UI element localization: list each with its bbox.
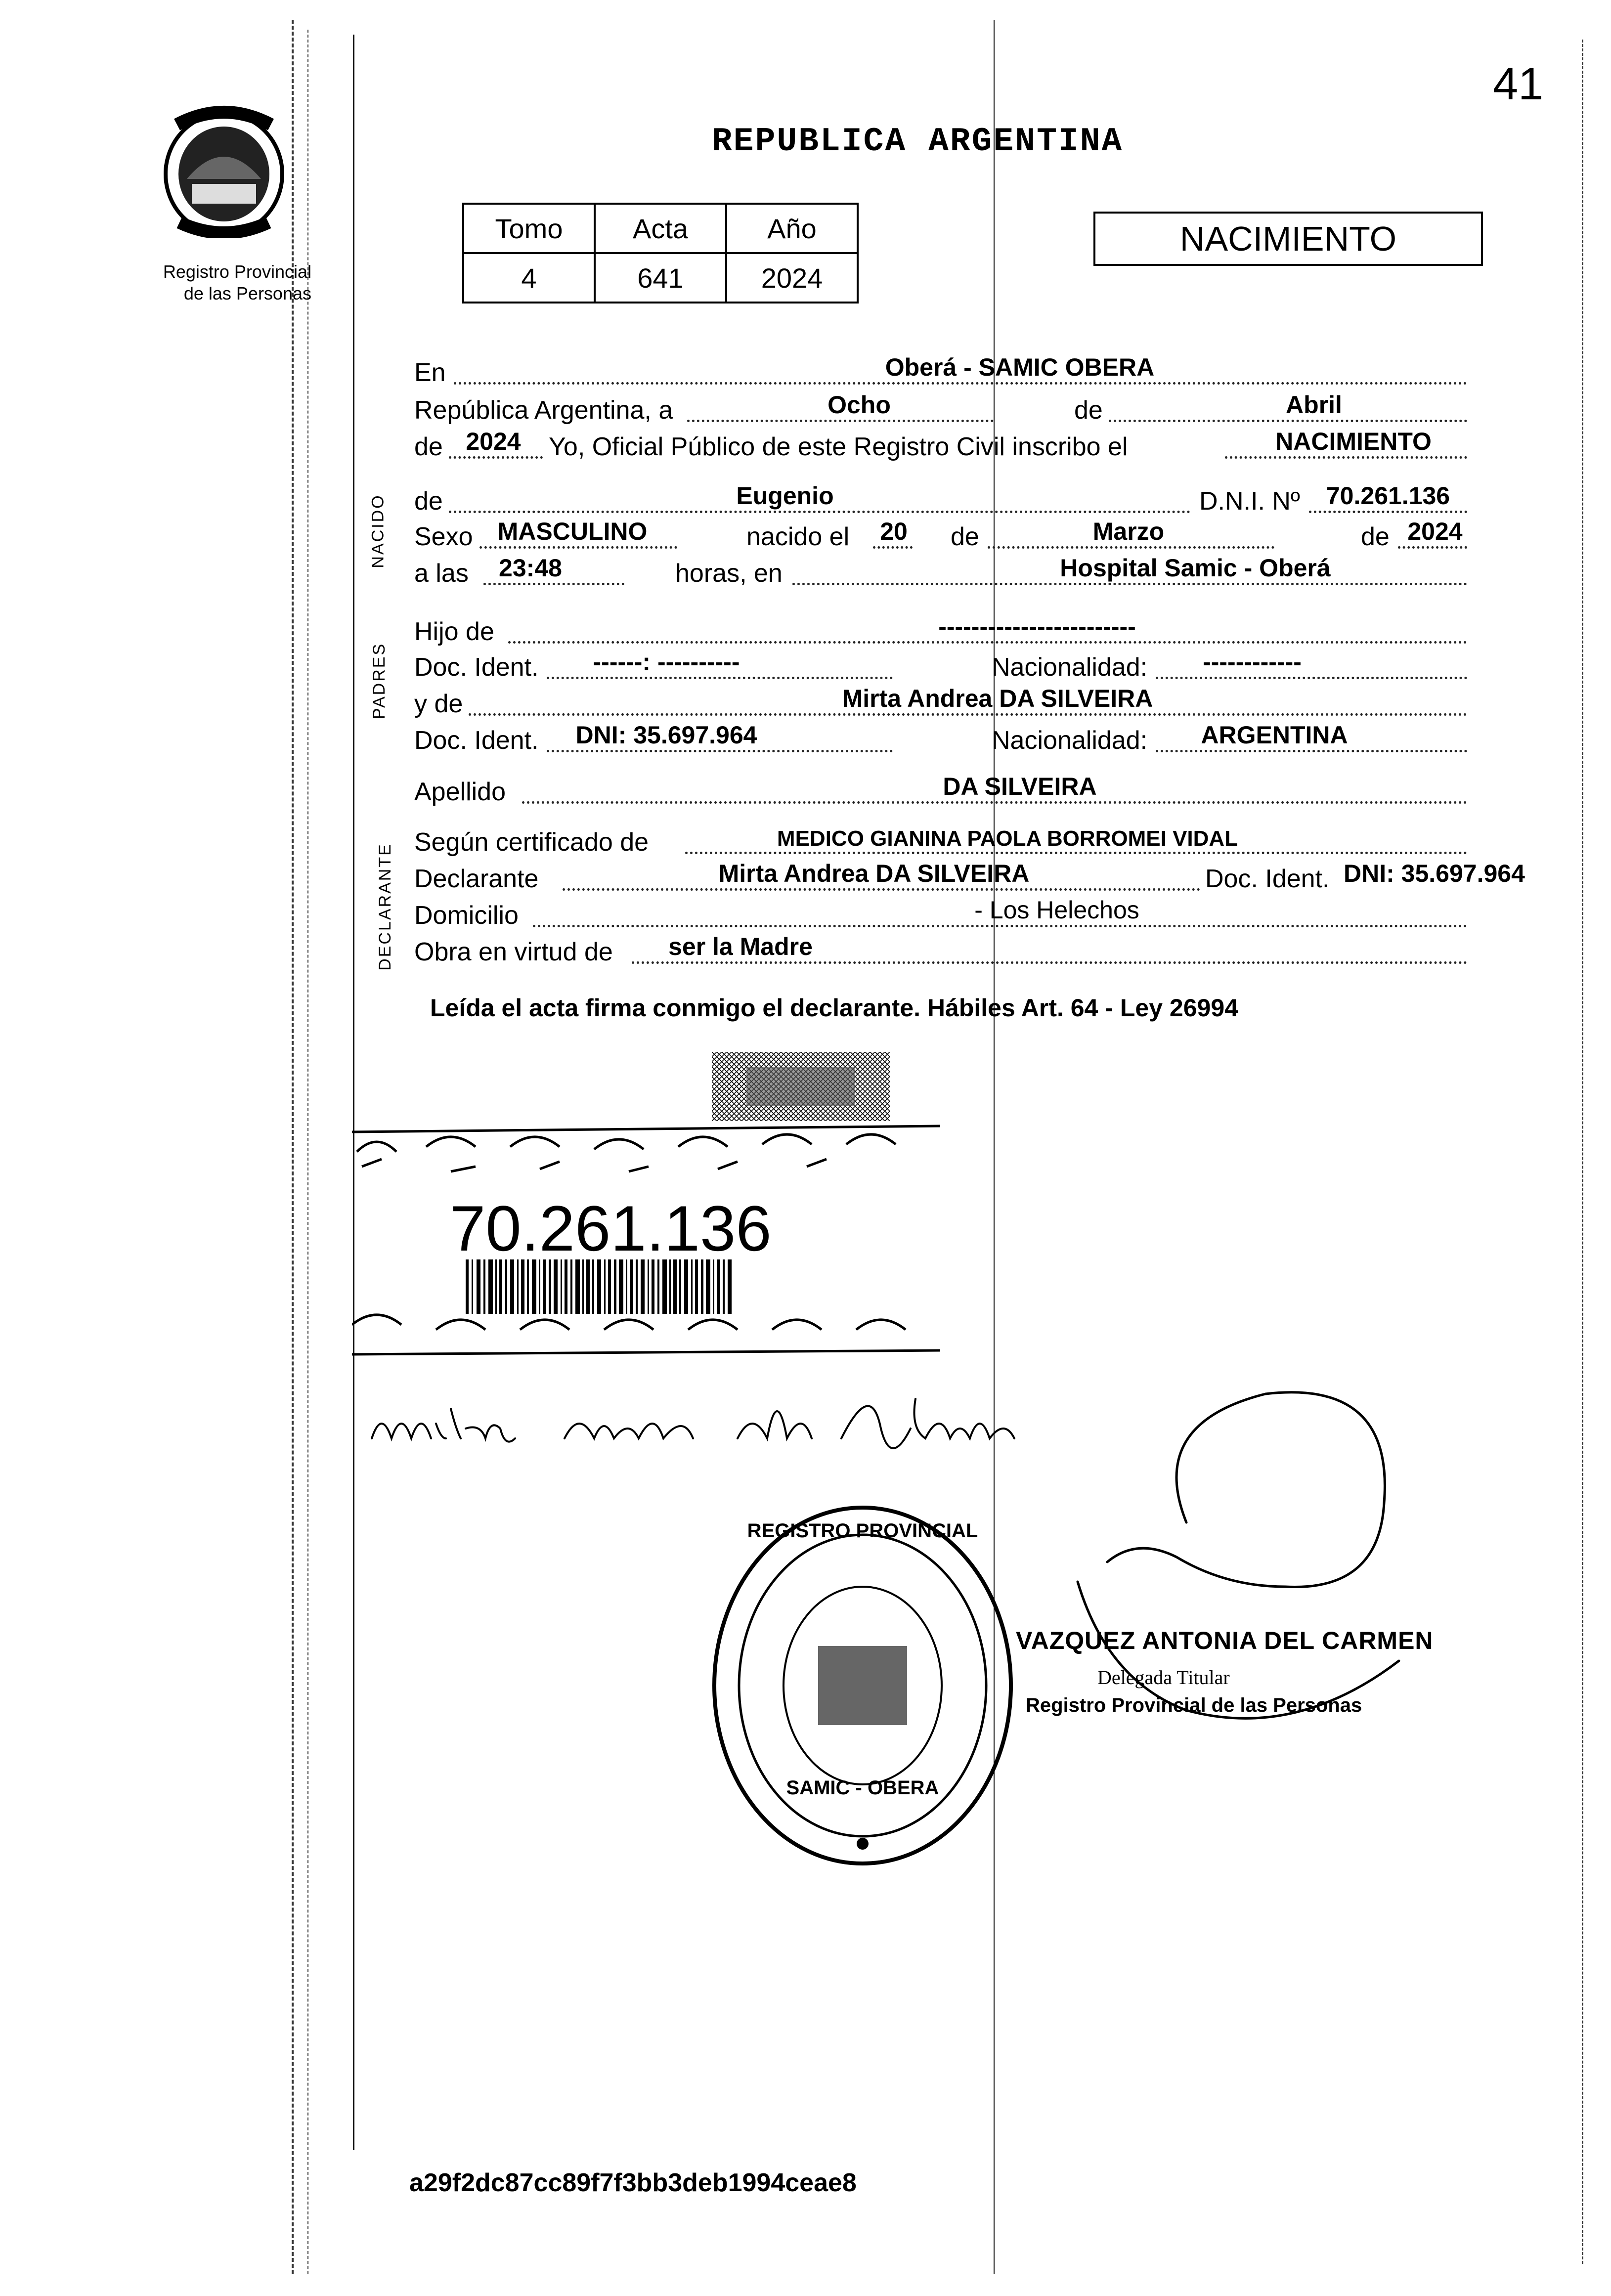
ref-header-tomo: Tomo [463,204,595,253]
label-nacionalidad-madre: Nacionalidad: [992,726,1148,755]
side-label-padres: PADRES [370,642,389,720]
label-yo: Yo, Oficial Público de este Registro Civil inscribo el [549,433,1128,461]
official-name: VAZQUEZ ANTONIA DEL CARMEN [1016,1627,1434,1654]
label-de-anio: de [414,433,443,461]
document-title: REPUBLICA ARGENTINA [712,123,1124,161]
row-fecha [414,393,1551,428]
value-lugar: Oberá - SAMIC OBERA [885,353,1155,381]
row-hora [414,554,1551,591]
value-virtud: ser la Madre [668,933,813,960]
ref-value-tomo: 4 [463,253,595,303]
official-seal [704,1498,1021,1873]
value-mes-nac: Marzo [1092,518,1165,545]
ref-value-acta: 641 [595,253,726,303]
row-virtud [414,935,1551,970]
label-nacido-el: nacido el [746,522,850,551]
value-sexo: MASCULINO [497,518,648,545]
value-anio-nac: 2024 [1407,518,1463,545]
official-role: Delegada Titular [1097,1666,1230,1689]
logo-caption-line1: Registro Provincial [163,261,311,282]
act-type-box: NACIMIENTO [1093,212,1483,266]
value-padre: ------------------------ [938,612,1136,640]
value-dni: 70.261.136 [1326,482,1450,510]
row-lugar [414,353,1551,390]
value-lugar-nac: Hospital Samic - Oberá [1060,554,1331,582]
value-madre-nac: ARGENTINA [1201,721,1348,749]
row-inscripcion [414,430,1551,465]
value-tipo: NACIMIENTO [1275,428,1432,455]
label-de-anio-nac: de [1361,522,1390,551]
label-republica: República Argentina, a [414,396,673,425]
value-anio: 2024 [466,428,521,455]
svg-text:SAMIC - OBERA: SAMIC - OBERA [786,1777,939,1799]
value-nombre: Eugenio [736,482,834,510]
label-dni: D.N.I. Nº [1199,487,1300,516]
label-de-mes: de [1074,396,1103,425]
value-padre-doc: ------: ---------- [593,648,740,676]
value-apellido: DA SILVEIRA [943,773,1097,800]
value-certificado: MEDICO GIANINA PAOLA BORROMEI VIDAL [777,826,1238,851]
value-madre-doc: DNI: 35.697.964 [575,721,757,749]
label-en: En [414,358,446,387]
security-stamp [707,1047,895,1126]
closing-statement: Leída el acta firma conmigo el declarante. Hábiles Art. 64 - Ley 26994 [430,994,1238,1022]
row-padre-doc [414,650,1551,685]
right-perforation [1582,40,1583,2264]
page-number: 41 [1493,59,1544,109]
left-perforation [292,20,294,2274]
declarant-signature [367,1379,1049,1463]
row-declarante [414,862,1551,897]
logo-caption [143,261,311,304]
value-hora: 23:48 [499,554,562,582]
logo-caption-line2: de las Personas [183,283,311,303]
side-label-declarante: DECLARANTE [375,843,394,971]
label-y-de: y de [414,690,463,718]
label-doc-ident-madre: Doc. Ident. [414,726,539,755]
row-certificado [414,825,1551,860]
label-obra: Obra en virtud de [414,938,613,966]
value-domicilio: - Los Helechos [974,896,1139,924]
value-declarante-doc: DNI: 35.697.964 [1344,860,1525,887]
ref-value-anio: 2024 [726,253,858,303]
row-sexo [414,520,1551,555]
value-dia: Ocho [827,391,891,419]
value-padre-nac: ------------ [1203,648,1302,676]
ref-header-acta: Acta [595,204,726,253]
row-madre [414,687,1551,722]
svg-text:REGISTRO PROVINCIAL: REGISTRO PROVINCIAL [747,1520,978,1542]
label-domicilio: Domicilio [414,901,519,930]
label-sexo: Sexo [414,522,473,551]
label-doc-ident-declarante: Doc. Ident. [1205,865,1330,893]
row-padre [414,612,1551,650]
label-de-nombre: de [414,487,443,516]
row-domicilio [414,896,1551,933]
left-margin-line [353,35,354,2150]
ref-header-anio: Año [726,204,858,253]
row-apellido [414,775,1551,810]
side-label-nacido: NACIDO [368,494,388,568]
label-de-mes-nac: de [951,522,979,551]
ref-table [462,203,859,303]
label-hijo-de: Hijo de [414,617,494,646]
document-hash: a29f2dc87cc89f7f3bb3deb1994ceae8 [409,2168,857,2197]
label-segun: Según certificado de [414,828,649,857]
row-madre-doc [414,721,1551,758]
left-perforation-inner [307,30,308,2274]
value-madre: Mirta Andrea DA SILVEIRA [842,685,1153,712]
value-declarante: Mirta Andrea DA SILVEIRA [718,860,1030,887]
label-doc-ident: Doc. Ident. [414,653,539,682]
label-apellido: Apellido [414,778,506,806]
official-office: Registro Provincial de las Personas [1026,1694,1362,1716]
value-mes: Abril [1286,391,1342,419]
label-a-las: a las [414,559,469,588]
row-nombre [414,484,1551,519]
label-nacionalidad: Nacionalidad: [992,653,1148,682]
province-logo [157,105,291,238]
barcode-number: 70.261.136 [450,1192,772,1264]
label-horas-en: horas, en [675,559,783,588]
value-dia-nac: 20 [880,518,908,545]
label-declarante: Declarante [414,865,539,893]
